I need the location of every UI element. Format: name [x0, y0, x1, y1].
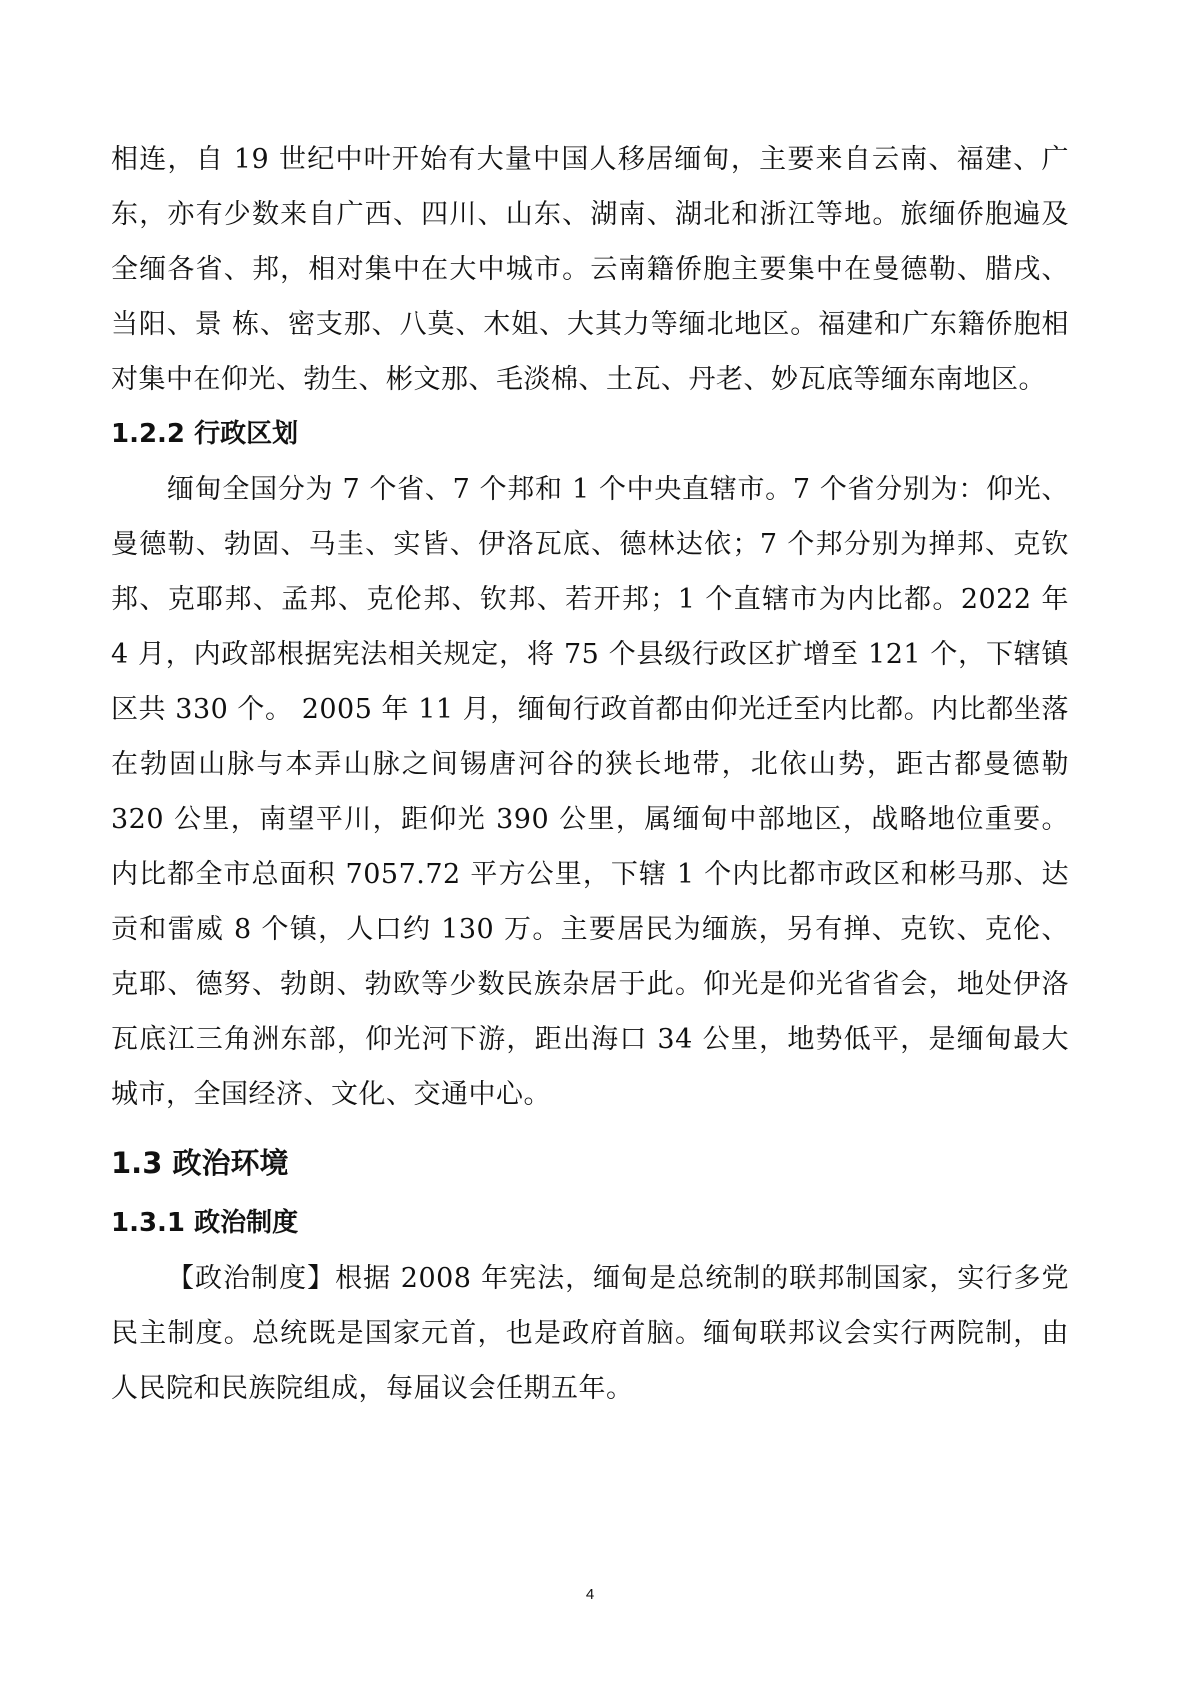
paragraph-administrative-divisions: 缅甸全国分为 7 个省、7 个邦和 1 个中央直辖市。7 个省分别为：仰光、曼德勒、勃固、马圭、实皆、伊洛瓦底、德林达依；7 个邦分别为掸邦、克钦邦、克耶邦、孟邦、克伦邦、钦邦、若开邦；1 个直辖市为内比都。2022 年 4 月，内政部根据宪法相关规定，将 75 个县级行政区扩增至 121 个，下辖镇区共 330 个。 2005 年 11 月，缅甸行政首都由仰光迁至内比都。内比都坐落在勃固山脉与本弄山脉之间锡唐河谷的狭长地带，北依山势，距古都曼德勒 320 公里，南望平川，距仰光 390 公里，属缅甸中部地区，战略地位重要。内比都全市总面积 7057.72 平方公里，下辖 1 个内比都市政区和彬马那、达贡和雷威 8 个镇，人口约 130 万。主要居民为缅族，另有掸、克钦、克伦、克耶、德努、勃朗、勃欧等少数民族杂居于此。仰光是仰光省省会，地处伊洛瓦底江三角洲东部，仰光河下游，距出海口 34 公里，地势低平，是缅甸最大城市，全国经济、文化、交通中心。	[111, 474, 1069, 1110]
page-body	[111, 132, 1069, 1416]
section-heading-1-3-1: 1.3.1 政治制度	[111, 1208, 299, 1238]
section-heading-1-3: 1.3 政治环境	[111, 1146, 289, 1180]
paragraph-political-system: 【政治制度】根据 2008 年宪法，缅甸是总统制的联邦制国家，实行多党民主制度。总统既是国家元首，也是政府首脑。缅甸联邦议会实行两院制，由人民院和民族院组成，每届议会任期五年。	[111, 1263, 1069, 1404]
paragraph-overseas-chinese: 相连，自 19 世纪中叶开始有大量中国人移居缅甸，主要来自云南、福建、广东，亦有少数来自广西、四川、山东、湖南、湖北和浙江等地。旅缅侨胞遍及全缅各省、邦，相对集中在大中城市。云南籍侨胞主要集中在曼德勒、腊戌、当阳、景 栋、密支那、八莫、木姐、大其力等缅北地区。福建和广东籍侨胞相对集中在仰光、勃生、彬文那、毛淡棉、土瓦、丹老、妙瓦底等缅东南地区。	[111, 144, 1069, 395]
page-number: 4	[585, 1586, 595, 1603]
section-heading-1-2-2: 1.2.2 行政区划	[111, 419, 299, 449]
